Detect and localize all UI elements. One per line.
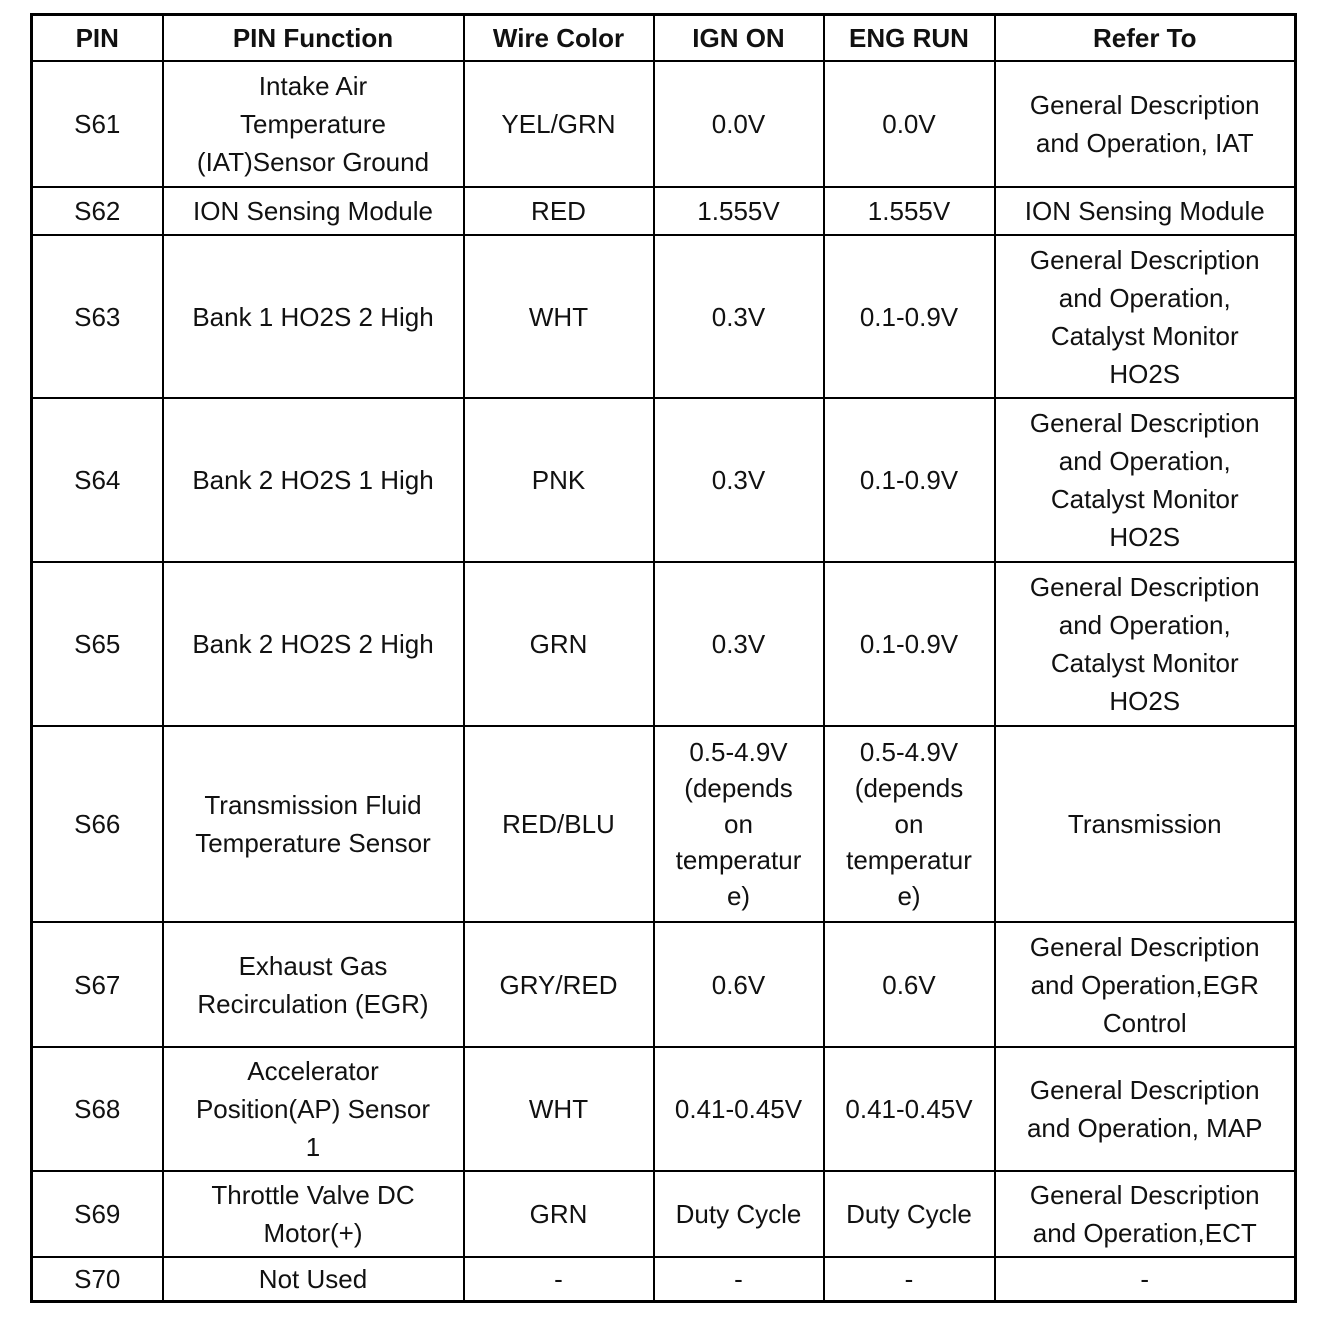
table-row bbox=[32, 187, 1296, 235]
cell-refer-to: General Description and Operation, Catalyst Monitor HO2S bbox=[995, 235, 1296, 398]
cell-ign-on: 0.0V bbox=[654, 61, 824, 187]
pin-table bbox=[30, 13, 1297, 1303]
cell-eng-run: 0.1-0.9V bbox=[824, 398, 995, 562]
cell-pin: S66 bbox=[32, 726, 163, 922]
cell-pin-function: Bank 1 HO2S 2 High bbox=[163, 235, 464, 398]
header-pin: PIN bbox=[32, 15, 163, 62]
table-row bbox=[32, 1257, 1296, 1302]
cell-refer-to: General Description and Operation, IAT bbox=[995, 61, 1296, 187]
cell-pin-function: ION Sensing Module bbox=[163, 187, 464, 235]
cell-pin: S67 bbox=[32, 922, 163, 1047]
header-ign-on: IGN ON bbox=[654, 15, 824, 62]
cell-wire-color: - bbox=[464, 1257, 654, 1302]
cell-wire-color: GRY/RED bbox=[464, 922, 654, 1047]
cell-wire-color: YEL/GRN bbox=[464, 61, 654, 187]
table-row bbox=[32, 922, 1296, 1047]
cell-pin: S68 bbox=[32, 1047, 163, 1171]
table-row bbox=[32, 1171, 1296, 1257]
table-row bbox=[32, 235, 1296, 398]
cell-eng-run: 0.5-4.9V (depends on temperatur e) bbox=[824, 726, 995, 922]
cell-refer-to: General Description and Operation,EGR Control bbox=[995, 922, 1296, 1047]
cell-ign-on: Duty Cycle bbox=[654, 1171, 824, 1257]
table-row bbox=[32, 1047, 1296, 1171]
cell-refer-to: Transmission bbox=[995, 726, 1296, 922]
cell-ign-on: 0.41-0.45V bbox=[654, 1047, 824, 1171]
cell-eng-run: 0.6V bbox=[824, 922, 995, 1047]
cell-eng-run: - bbox=[824, 1257, 995, 1302]
cell-pin-function: Bank 2 HO2S 1 High bbox=[163, 398, 464, 562]
table-row bbox=[32, 398, 1296, 562]
cell-ign-on: 0.6V bbox=[654, 922, 824, 1047]
cell-ign-on: 0.3V bbox=[654, 398, 824, 562]
cell-eng-run: 0.41-0.45V bbox=[824, 1047, 995, 1171]
cell-ign-on: 1.555V bbox=[654, 187, 824, 235]
cell-pin: S62 bbox=[32, 187, 163, 235]
cell-wire-color: WHT bbox=[464, 235, 654, 398]
cell-pin-function: Bank 2 HO2S 2 High bbox=[163, 562, 464, 726]
header-refer-to: Refer To bbox=[995, 15, 1296, 62]
cell-pin: S69 bbox=[32, 1171, 163, 1257]
cell-wire-color: GRN bbox=[464, 1171, 654, 1257]
cell-refer-to: General Description and Operation, Catalyst Monitor HO2S bbox=[995, 398, 1296, 562]
cell-pin: S70 bbox=[32, 1257, 163, 1302]
cell-pin-function: Accelerator Position(AP) Sensor 1 bbox=[163, 1047, 464, 1171]
header-row bbox=[32, 15, 1296, 62]
cell-pin: S63 bbox=[32, 235, 163, 398]
cell-eng-run: 0.0V bbox=[824, 61, 995, 187]
cell-pin-function: Intake Air Temperature (IAT)Sensor Ground bbox=[163, 61, 464, 187]
cell-wire-color: GRN bbox=[464, 562, 654, 726]
cell-ign-on: 0.3V bbox=[654, 562, 824, 726]
cell-pin-function: Not Used bbox=[163, 1257, 464, 1302]
cell-refer-to: ION Sensing Module bbox=[995, 187, 1296, 235]
cell-pin: S65 bbox=[32, 562, 163, 726]
cell-eng-run: 0.1-0.9V bbox=[824, 235, 995, 398]
cell-refer-to: - bbox=[995, 1257, 1296, 1302]
cell-pin-function: Throttle Valve DC Motor(+) bbox=[163, 1171, 464, 1257]
cell-eng-run: 1.555V bbox=[824, 187, 995, 235]
cell-ign-on: - bbox=[654, 1257, 824, 1302]
cell-ign-on: 0.5-4.9V (depends on temperatur e) bbox=[654, 726, 824, 922]
cell-pin-function: Transmission Fluid Temperature Sensor bbox=[163, 726, 464, 922]
cell-ign-on: 0.3V bbox=[654, 235, 824, 398]
table-row bbox=[32, 562, 1296, 726]
table-row bbox=[32, 61, 1296, 187]
cell-wire-color: PNK bbox=[464, 398, 654, 562]
header-eng-run: ENG RUN bbox=[824, 15, 995, 62]
header-pin-function: PIN Function bbox=[163, 15, 464, 62]
cell-wire-color: RED/BLU bbox=[464, 726, 654, 922]
header-wire-color: Wire Color bbox=[464, 15, 654, 62]
cell-wire-color: WHT bbox=[464, 1047, 654, 1171]
cell-pin: S61 bbox=[32, 61, 163, 187]
cell-pin: S64 bbox=[32, 398, 163, 562]
cell-wire-color: RED bbox=[464, 187, 654, 235]
cell-pin-function: Exhaust Gas Recirculation (EGR) bbox=[163, 922, 464, 1047]
cell-refer-to: General Description and Operation,ECT bbox=[995, 1171, 1296, 1257]
cell-eng-run: 0.1-0.9V bbox=[824, 562, 995, 726]
cell-refer-to: General Description and Operation, MAP bbox=[995, 1047, 1296, 1171]
cell-refer-to: General Description and Operation, Catalyst Monitor HO2S bbox=[995, 562, 1296, 726]
cell-eng-run: Duty Cycle bbox=[824, 1171, 995, 1257]
table-row bbox=[32, 726, 1296, 922]
